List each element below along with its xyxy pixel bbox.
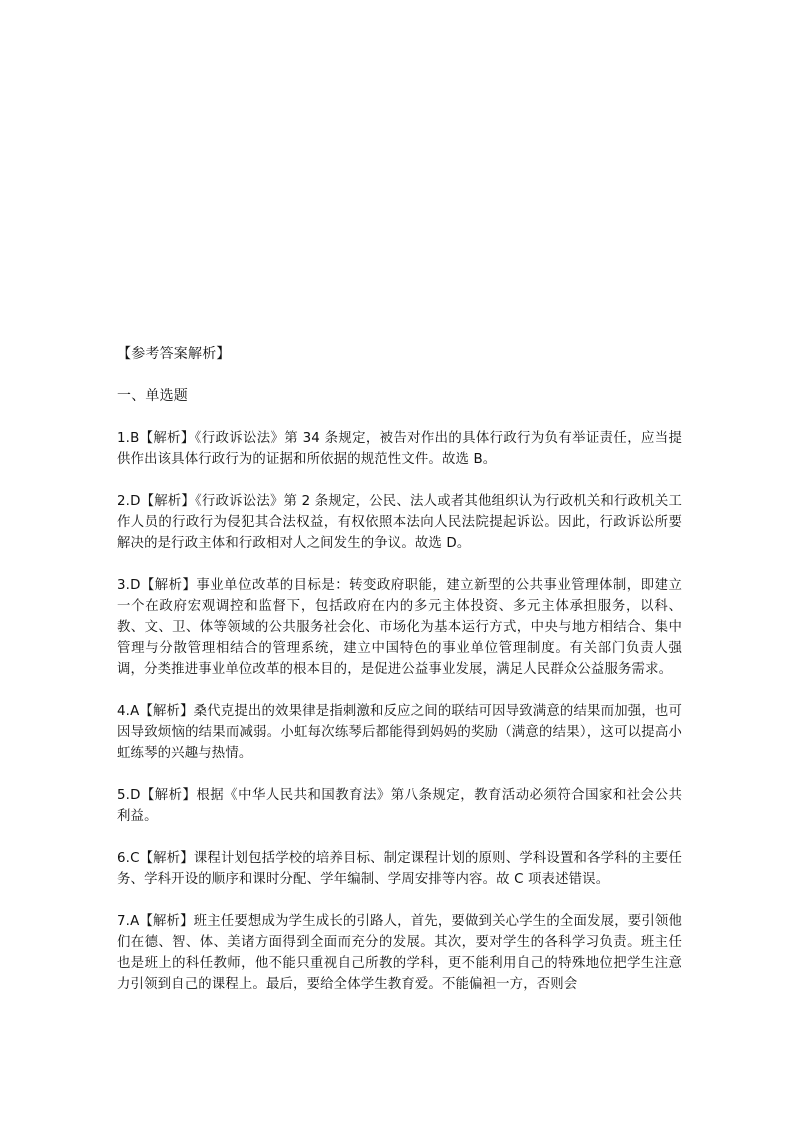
answer-item-5: 5.D【解析】根据《中华人民共和国教育法》第八条规定，教育活动必须符合国家和社会公共利益。: [117, 788, 682, 824]
section-title-single-choice: 一、单选题: [117, 388, 188, 404]
answer-key-heading: 【参考答案解析】: [117, 346, 231, 362]
answer-item-3: 3.D【解析】事业单位改革的目标是：转变政府职能，建立新型的公共事业管理体制，即建立一个在政府宏观调控和监督下，包括政府在内的多元主体投资、多元主体承担服务，以科、教、文、卫、体等领域的公共服务社会化、市场化为基本运行方式，中央与地方相结合、集中管理与分散管理相结合的管理系统，建立中国特色的事业单位管理制度。有关部门负责人强调，分类推进事业单位改革的根本目的，是促进公益事业发展，满足人民群众公益服务需求。: [117, 578, 682, 677]
answer-item-4: 4.A【解析】桑代克提出的效果律是指刺激和反应之间的联结可因导致满意的结果而加强，也可因导致烦恼的结果而减弱。小虹每次练琴后都能得到妈妈的奖励（满意的结果），这可以提高小虹练琴的兴趣与热情。: [117, 704, 682, 761]
answer-item-2: 2.D【解析】《行政诉讼法》第 2 条规定，公民、法人或者其他组织认为行政机关和行政机关工作人员的行政行为侵犯其合法权益，有权依照本法向人民法院提起诉讼。因此，行政诉讼所要解决的是行政主体和行政相对人之间发生的争议。故选 D。: [117, 494, 682, 551]
answer-key-content: [117, 344, 682, 995]
answer-item-7: 7.A【解析】班主任要想成为学生成长的引路人，首先，要做到关心学生的全面发展，要引领他们在德、智、体、美诸方面得到全面而充分的发展。其次，要对学生的各科学习负责。班主任也是班上的科任教师，他不能只重视自己所教的学科，更不能利用自己的特殊地位把学生注意力引领到自己的课程上。最后，要给全体学生教育爱。不能偏袒一方，否则会: [117, 914, 682, 992]
answer-item-6: 6.C【解析】课程计划包括学校的培养目标、制定课程计划的原则、学科设置和各学科的主要任务、学科开设的顺序和课时分配、学年编制、学周安排等内容。故 C 项表述错误。: [117, 851, 682, 887]
answer-item-1: 1.B【解析】《行政诉讼法》第 34 条规定，被告对作出的具体行政行为负有举证责任，应当提供作出该具体行政行为的证据和所依据的规范性文件。故选 B。: [117, 431, 682, 467]
